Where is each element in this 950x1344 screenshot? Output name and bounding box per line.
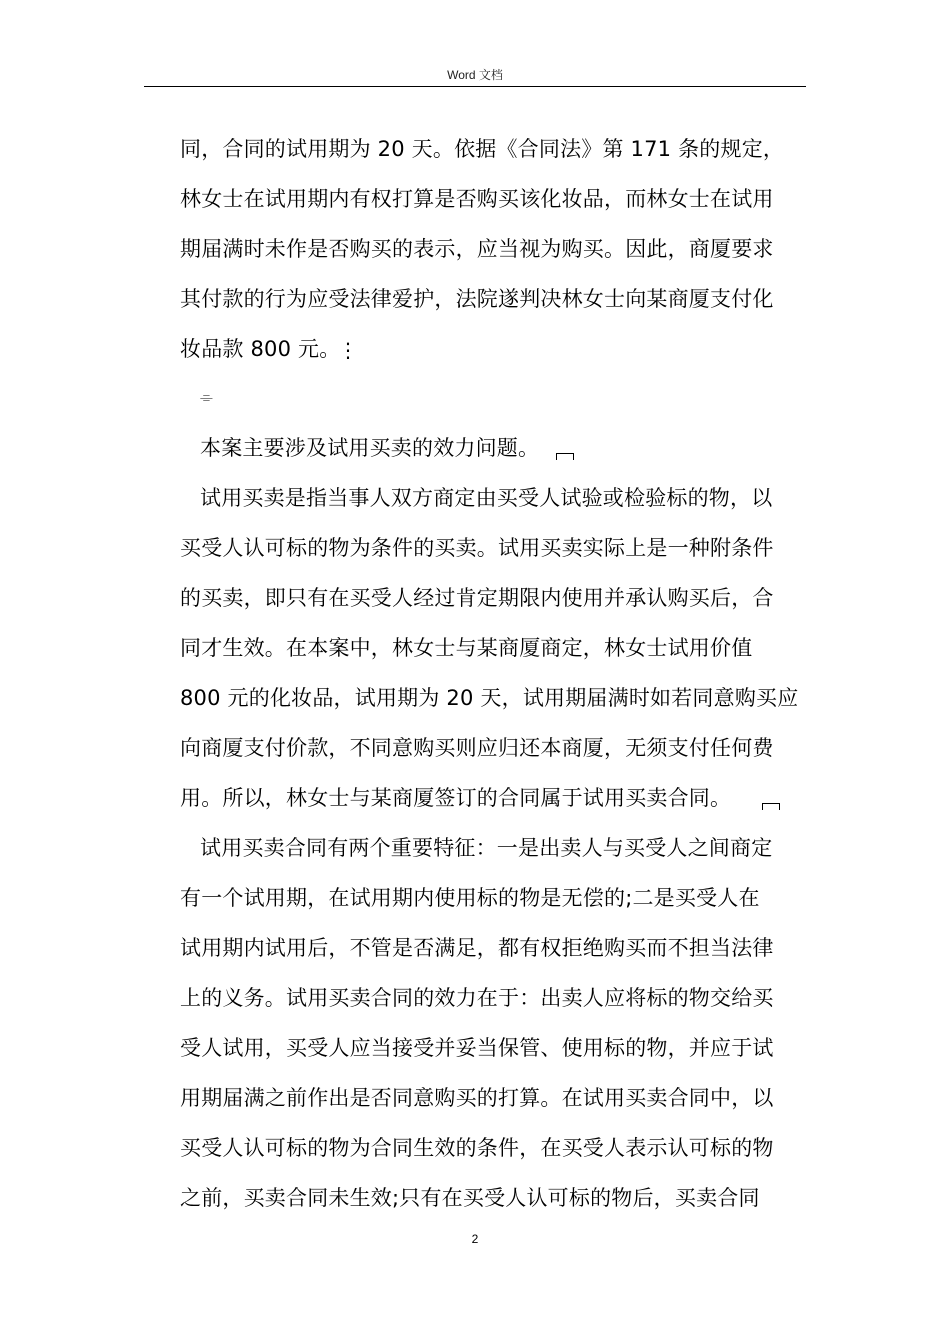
text-line: 800 元的化妆品，试用期为 20 天，试用期届满时如若同意购买应 <box>180 686 799 710</box>
paragraph-mark <box>556 453 574 460</box>
paragraph-mark: ⋮ <box>338 338 358 362</box>
text-line: 同，合同的试用期为 20 天。依据《合同法》第 171 条的规定， <box>180 137 785 161</box>
paragraph-mark: ⌯ <box>200 387 213 406</box>
text-line: 受人试用，买受人应当接受并妥当保管、使用标的物，并应于试 <box>180 1036 774 1060</box>
text-line: 同才生效。在本案中，林女士与某商厦商定，林女士试用价值 <box>180 636 753 660</box>
text-line: 有一个试用期，在试用期内使用标的物是无偿的;二是买受人在 <box>180 886 760 910</box>
text-line: 试用买卖合同有两个重要特征：一是出卖人与买受人之间商定 <box>200 836 773 860</box>
text-line: 试用买卖是指当事人双方商定由买受人试验或检验标的物，以 <box>200 486 773 510</box>
text-line: 买受人认可标的物为条件的买卖。试用买卖实际上是一种附条件 <box>180 536 774 560</box>
text-line: 的买卖，即只有在买受人经过肯定期限内使用并承认购买后，合 <box>180 586 774 610</box>
text-line: 试用期内试用后，不管是否满足，都有权拒绝购买而不担当法律 <box>180 936 774 960</box>
text-line: 期届满时未作是否购买的表示，应当视为购买。因此，商厦要求 <box>180 237 774 261</box>
text-line: 买受人认可标的物为合同生效的条件，在买受人表示认可标的物 <box>180 1136 774 1160</box>
page-number: 2 <box>471 1232 479 1246</box>
paragraph-mark <box>762 803 780 810</box>
page-header: Word 文档 <box>447 68 503 82</box>
text-line: 上的义务。试用买卖合同的效力在于：出卖人应将标的物交给买 <box>180 986 774 1010</box>
text-line: 向商厦支付价款，不同意购买则应归还本商厦，无须支付任何费 <box>180 736 774 760</box>
text-line: 用期届满之前作出是否同意购买的打算。在试用买卖合同中，以 <box>180 1086 774 1110</box>
text-line: 其付款的行为应受法律爱护，法院遂判决林女士向某商厦支付化 <box>180 287 774 311</box>
header-divider <box>144 86 806 87</box>
text-line: 妆品款 800 元。 <box>180 337 341 361</box>
text-line: 本案主要涉及试用买卖的效力问题。 <box>200 436 540 460</box>
text-line: 林女士在试用期内有权打算是否购买该化妆品，而林女士在试用 <box>180 187 774 211</box>
text-line: 之前，买卖合同未生效;只有在买受人认可标的物后，买卖合同 <box>180 1186 760 1210</box>
text-line: 用。所以，林女士与某商厦签订的合同属于试用买卖合同。 <box>180 786 732 810</box>
